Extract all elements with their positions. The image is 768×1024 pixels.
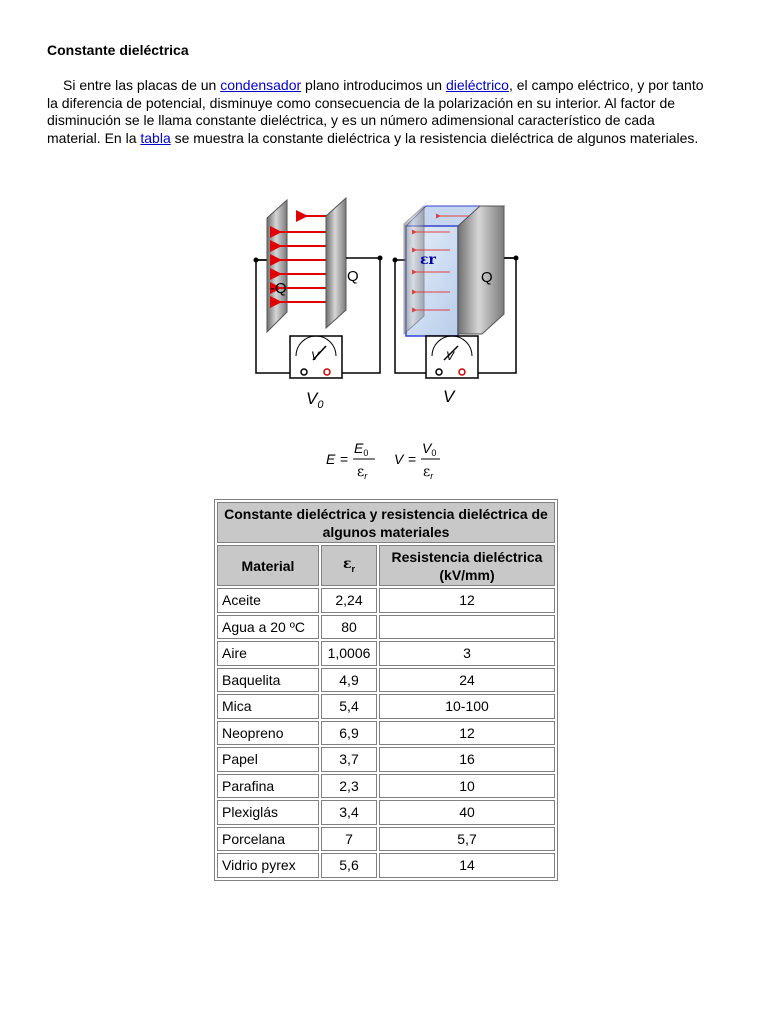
header-material: Material	[217, 545, 319, 586]
table-row	[217, 853, 555, 878]
epsilon-label: εr	[420, 252, 436, 268]
table-row	[217, 774, 555, 799]
formula-v: V	[394, 451, 404, 467]
meter-label: V	[446, 349, 455, 363]
cell-strength	[379, 615, 555, 640]
voltmeter-right	[426, 336, 478, 378]
cell-epsilon: 2,3	[321, 774, 377, 799]
right-capacitor	[393, 206, 519, 406]
charge-label-neg: -Q	[270, 280, 287, 297]
link-tabla[interactable]: tabla	[140, 129, 171, 146]
cell-material: Aceite	[217, 588, 319, 613]
charge-label-pos: Q	[347, 268, 359, 285]
cell-material: Papel	[217, 747, 319, 772]
header-strength: Resistencia dieléctrica (kV/mm)	[379, 545, 555, 586]
formula-eps: $\varepsilon_r$	[423, 464, 434, 481]
materials-table	[214, 499, 558, 881]
cell-strength: 10	[379, 774, 555, 799]
cell-strength: 10-100	[379, 694, 555, 719]
voltmeter-left	[290, 336, 342, 378]
table-row	[217, 747, 555, 772]
header-epsilon: $\varepsilon_r$	[321, 545, 377, 586]
cell-strength: 24	[379, 668, 555, 693]
cell-epsilon: 5,4	[321, 694, 377, 719]
text-segment: , el campo eléctrico, y por tanto la diferencia de potencial, disminuye como consecuencia de la polarización en su interior. Al factor de disminución se le llama constante dieléctrica, y es un número adimensional característico de cada material. En la	[47, 77, 704, 146]
cell-material: Baquelita	[217, 668, 319, 693]
cell-epsilon: 4,9	[321, 668, 377, 693]
cell-epsilon: 2,24	[321, 588, 377, 613]
cell-strength: 5,7	[379, 827, 555, 852]
cell-strength: 3	[379, 641, 555, 666]
table-row	[217, 721, 555, 746]
text-segment: se muestra la constante dieléctrica y la resistencia dieléctrica de algunos materiales.	[170, 129, 699, 146]
intro-paragraph	[47, 77, 707, 147]
table-row	[217, 694, 555, 719]
cell-epsilon: 80	[321, 615, 377, 640]
cell-epsilon: 6,9	[321, 721, 377, 746]
table-row	[217, 800, 555, 825]
page-title: Constante dieléctrica	[47, 42, 189, 58]
capacitor-diagram	[240, 180, 530, 415]
svg-text:=: =	[340, 451, 349, 467]
left-capacitor	[254, 198, 383, 411]
voltage-label-v: V	[443, 387, 455, 406]
cell-material: Parafina	[217, 774, 319, 799]
formula-e: E	[326, 451, 336, 467]
charge-label-right: Q	[481, 269, 493, 286]
cell-strength: 12	[379, 721, 555, 746]
cell-strength: 12	[379, 588, 555, 613]
formula-e0: $E_0$	[354, 440, 369, 458]
link-dielectrico[interactable]: dieléctrico	[445, 77, 509, 93]
formula-v0: $V_0$	[422, 440, 437, 458]
voltage-label-v0: $V_0$	[306, 389, 324, 411]
cell-epsilon: 7	[321, 827, 377, 852]
formula	[322, 436, 452, 484]
cell-material: Aire	[217, 641, 319, 666]
table-row	[217, 668, 555, 693]
table-row	[217, 641, 555, 666]
cell-epsilon: 3,7	[321, 747, 377, 772]
cell-strength: 16	[379, 747, 555, 772]
cell-epsilon: 1,0006	[321, 641, 377, 666]
table-row	[217, 588, 555, 613]
svg-text:=: =	[408, 451, 417, 467]
table-row	[217, 615, 555, 640]
formula-eps: $\varepsilon_r$	[357, 464, 368, 481]
cell-material: Neopreno	[217, 721, 319, 746]
link-condensador[interactable]: condensador	[220, 77, 302, 93]
table-caption: Constante dieléctrica y resistencia dieléctrica de algunos materiales	[217, 502, 555, 543]
cell-strength: 14	[379, 853, 555, 878]
meter-label: V	[311, 349, 320, 363]
cell-material: Porcelana	[217, 827, 319, 852]
table-row	[217, 827, 555, 852]
text-segment: Si entre las placas de un	[63, 77, 221, 93]
cell-material: Plexiglás	[217, 800, 319, 825]
cell-strength: 40	[379, 800, 555, 825]
cell-epsilon: 3,4	[321, 800, 377, 825]
text-segment: plano introducimos un	[301, 77, 446, 93]
cell-material: Vidrio pyrex	[217, 853, 319, 878]
cell-epsilon: 5,6	[321, 853, 377, 878]
cell-material: Mica	[217, 694, 319, 719]
cell-material: Agua a 20 ºC	[217, 615, 319, 640]
